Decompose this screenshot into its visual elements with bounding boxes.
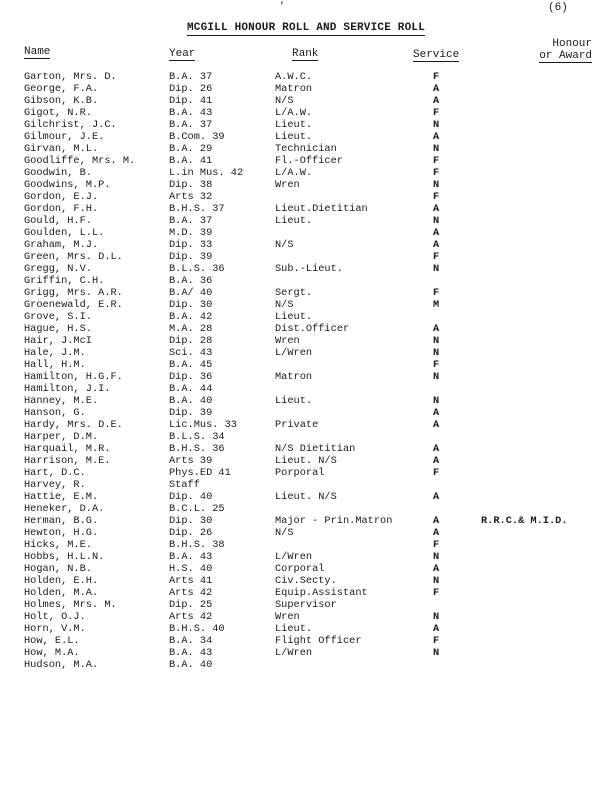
entry-service: N: [433, 551, 440, 563]
entry-rank: Flight Officer: [275, 635, 362, 647]
entry-name: Goodliffe, Mrs. M.: [24, 155, 136, 167]
entry-name: Herman, B.G.: [24, 515, 99, 527]
entry-year: Arts 32: [169, 191, 213, 203]
entry-rank: Lieut.: [275, 395, 313, 407]
entry-year: B.A. 37: [169, 119, 213, 131]
entry-name: Graham, M.J.: [24, 239, 99, 251]
entry-name: Harrison, M.E.: [24, 455, 111, 467]
entry-rank: L/Wren: [275, 551, 313, 563]
entry-service: A: [433, 323, 440, 335]
entry-service: M: [433, 299, 440, 311]
entry-service: A: [433, 203, 440, 215]
entry-name: Hudson, M.A.: [24, 659, 99, 671]
entry-rank: A.W.C.: [275, 71, 313, 83]
entry-service: A: [433, 527, 440, 539]
column-header-service: Service: [413, 49, 460, 61]
entry-service: A: [433, 407, 440, 419]
roll-entry: [0, 167, 612, 179]
entry-year: Dip. 26: [169, 527, 213, 539]
entry-service: F: [433, 107, 440, 119]
entry-rank: N/S: [275, 95, 294, 107]
entry-service: A: [433, 95, 440, 107]
roll-entry: [0, 623, 612, 635]
entry-name: Heneker, D.A.: [24, 503, 105, 515]
entry-name: Gordon, E.J.: [24, 191, 99, 203]
roll-entry: [0, 659, 612, 671]
entry-service: A: [433, 563, 440, 575]
entry-year: Arts 39: [169, 455, 213, 467]
entry-year: B.A. 42: [169, 311, 213, 323]
roll-entry: [0, 179, 612, 191]
entry-year: B.A. 40: [169, 659, 213, 671]
entry-service: A: [433, 419, 440, 431]
entry-rank: Wren: [275, 179, 300, 191]
entry-service: F: [433, 167, 440, 179]
roll-entry: [0, 83, 612, 95]
entry-year: Dip. 33: [169, 239, 213, 251]
entry-rank: Wren: [275, 611, 300, 623]
roll-entry: [0, 95, 612, 107]
roll-entry: [0, 335, 612, 347]
entry-name: Gould, H.F.: [24, 215, 92, 227]
entry-name: Gregg, N.V.: [24, 263, 92, 275]
entry-year: Staff: [169, 479, 200, 491]
entry-year: Dip. 30: [169, 299, 213, 311]
entry-rank: L/Wren: [275, 647, 313, 659]
entry-rank: Lieut. N/S: [275, 455, 337, 467]
entry-service: A: [433, 227, 440, 239]
top-mark: ’: [279, 2, 286, 13]
roll-entry: [0, 443, 612, 455]
roll-entry: [0, 551, 612, 563]
entry-name: Harvey, R.: [24, 479, 86, 491]
entry-rank: Lieut. N/S: [275, 491, 337, 503]
roll-entry: [0, 503, 612, 515]
entry-service: N: [433, 647, 440, 659]
entry-name: Green, Mrs. D.L.: [24, 251, 123, 263]
entry-year: B.A. 34: [169, 635, 213, 647]
entry-rank: L/A.W.: [275, 107, 313, 119]
roll-entry: [0, 263, 612, 275]
entry-service: A: [433, 131, 440, 143]
entry-name: Holt, O.J.: [24, 611, 86, 623]
roll-entry: [0, 455, 612, 467]
roll-entry: [0, 419, 612, 431]
entry-name: Hart, D.C.: [24, 467, 86, 479]
entry-name: Hogan, N.B.: [24, 563, 92, 575]
entry-service: N: [433, 215, 440, 227]
entry-rank: Lieut.Dietitian: [275, 203, 368, 215]
entry-name: Grigg, Mrs. A.R.: [24, 287, 123, 299]
entry-name: Hanson, G.: [24, 407, 86, 419]
column-header-name: Name: [24, 46, 51, 58]
roll-entry: [0, 611, 612, 623]
entry-year: B.H.S. 40: [169, 623, 225, 635]
entry-year: Dip. 38: [169, 179, 213, 191]
entry-name: Hague, H.S.: [24, 323, 92, 335]
column-header-year: Year: [169, 48, 196, 60]
roll-entry: [0, 203, 612, 215]
roll-entry: [0, 287, 612, 299]
entry-service: N: [433, 263, 440, 275]
entry-service: A: [433, 455, 440, 467]
entry-name: Harquail, M.R.: [24, 443, 111, 455]
entry-name: Holden, M.A.: [24, 587, 99, 599]
entry-rank: Fl.-Officer: [275, 155, 343, 167]
entry-year: Arts 41: [169, 575, 213, 587]
roll-entry: [0, 515, 612, 527]
entry-rank: Sergt.: [275, 287, 313, 299]
entry-rank: Lieut.: [275, 131, 313, 143]
entry-year: B.H.S. 36: [169, 443, 225, 455]
roll-entry: [0, 407, 612, 419]
entry-year: B.C.L. 25: [169, 503, 225, 515]
roll-entry: [0, 563, 612, 575]
roll-entry: [0, 251, 612, 263]
entry-year: M.D. 39: [169, 227, 213, 239]
entry-year: Dip. 28: [169, 335, 213, 347]
roll-list: [0, 71, 612, 671]
entry-year: B.A. 43: [169, 647, 213, 659]
entry-rank: Sub.-Lieut.: [275, 263, 343, 275]
entry-year: B.L.S. 34: [169, 431, 225, 443]
entry-name: Gordon, F.H.: [24, 203, 99, 215]
entry-service: F: [433, 467, 440, 479]
roll-entry: [0, 347, 612, 359]
roll-entry: [0, 311, 612, 323]
entry-service: F: [433, 587, 440, 599]
entry-name: Goulden, L.L.: [24, 227, 105, 239]
entry-year: Arts 42: [169, 611, 213, 623]
entry-rank: Dist.Officer: [275, 323, 350, 335]
entry-year: B.A. 36: [169, 275, 213, 287]
entry-rank: Private: [275, 419, 319, 431]
entry-year: Dip. 36: [169, 371, 213, 383]
roll-entry: [0, 599, 612, 611]
entry-year: H.S. 40: [169, 563, 213, 575]
roll-entry: [0, 227, 612, 239]
entry-rank: Matron: [275, 83, 313, 95]
roll-entry: [0, 299, 612, 311]
entry-rank: Corporal: [275, 563, 325, 575]
entry-rank: N/S: [275, 239, 294, 251]
column-header-honour: Honour or Award: [539, 38, 592, 62]
entry-service: F: [433, 191, 440, 203]
roll-entry: [0, 191, 612, 203]
entry-service: A: [433, 443, 440, 455]
entry-year: B.H.S. 38: [169, 539, 225, 551]
roll-entry: [0, 119, 612, 131]
entry-name: Holmes, Mrs. M.: [24, 599, 117, 611]
entry-service: N: [433, 611, 440, 623]
entry-name: Gigot, N.R.: [24, 107, 92, 119]
entry-rank: Civ.Secty.: [275, 575, 337, 587]
entry-service: N: [433, 347, 440, 359]
entry-year: Dip. 30: [169, 515, 213, 527]
roll-entry: [0, 527, 612, 539]
entry-name: Hardy, Mrs. D.E.: [24, 419, 123, 431]
entry-rank: N/S Dietitian: [275, 443, 356, 455]
entry-name: Grove, S.I.: [24, 311, 92, 323]
entry-year: B.A. 29: [169, 143, 213, 155]
entry-rank: Lieut.: [275, 623, 313, 635]
roll-entry: [0, 575, 612, 587]
entry-rank: Lieut.: [275, 311, 313, 323]
roll-entry: [0, 131, 612, 143]
entry-rank: N/S: [275, 299, 294, 311]
entry-year: B.A. 40: [169, 395, 213, 407]
entry-service: A: [433, 491, 440, 503]
roll-entry: [0, 239, 612, 251]
entry-name: Goodwin, B.: [24, 167, 92, 179]
roll-entry: [0, 647, 612, 659]
entry-rank: L/A.W.: [275, 167, 313, 179]
entry-service: F: [433, 155, 440, 167]
entry-rank: L/Wren: [275, 347, 313, 359]
entry-service: F: [433, 251, 440, 263]
roll-entry: [0, 587, 612, 599]
entry-name: Gibson, K.B.: [24, 95, 99, 107]
entry-year: Dip. 39: [169, 407, 213, 419]
entry-year: Phys.ED 41: [169, 467, 231, 479]
entry-rank: Technician: [275, 143, 337, 155]
entry-name: Hobbs, H.L.N.: [24, 551, 105, 563]
roll-entry: [0, 395, 612, 407]
entry-year: B.A/ 40: [169, 287, 213, 299]
entry-service: N: [433, 335, 440, 347]
entry-service: N: [433, 179, 440, 191]
entry-name: Gilmour, J.E.: [24, 131, 105, 143]
entry-service: N: [433, 143, 440, 155]
roll-entry: [0, 71, 612, 83]
entry-service: F: [433, 359, 440, 371]
roll-entry: [0, 467, 612, 479]
entry-year: Arts 42: [169, 587, 213, 599]
roll-entry: [0, 215, 612, 227]
roll-entry: [0, 107, 612, 119]
entry-rank: Major - Prin.Matron: [275, 515, 393, 527]
entry-service: N: [433, 119, 440, 131]
entry-name: Hamilton, H.G.F.: [24, 371, 123, 383]
entry-year: M.A. 28: [169, 323, 213, 335]
entry-honour: R.R.C.& M.I.D.: [481, 515, 568, 527]
entry-name: Hair, J.McI: [24, 335, 92, 347]
roll-entry: [0, 383, 612, 395]
entry-name: Garton, Mrs. D.: [24, 71, 117, 83]
entry-name: How, M.A.: [24, 647, 80, 659]
entry-service: A: [433, 83, 440, 95]
entry-year: B.A. 44: [169, 383, 213, 395]
entry-year: B.A. 37: [169, 71, 213, 83]
entry-service: N: [433, 371, 440, 383]
entry-service: A: [433, 515, 440, 527]
entry-service: F: [433, 71, 440, 83]
entry-name: Girvan, M.L.: [24, 143, 99, 155]
entry-service: A: [433, 623, 440, 635]
entry-name: How, E.L.: [24, 635, 80, 647]
roll-entry: [0, 635, 612, 647]
roll-entry: [0, 479, 612, 491]
entry-rank: Porporal: [275, 467, 325, 479]
entry-name: Hewton, H.G.: [24, 527, 99, 539]
entry-service: F: [433, 287, 440, 299]
entry-rank: Matron: [275, 371, 313, 383]
entry-rank: N/S: [275, 527, 294, 539]
entry-year: L.in Mus. 42: [169, 167, 244, 179]
entry-year: B.L.S. 36: [169, 263, 225, 275]
entry-rank: Lieut.: [275, 215, 313, 227]
entry-rank: Wren: [275, 335, 300, 347]
entry-year: Dip. 41: [169, 95, 213, 107]
entry-name: George, F.A.: [24, 83, 99, 95]
entry-year: Lic.Mus. 33: [169, 419, 237, 431]
entry-name: Griffin, C.H.: [24, 275, 105, 287]
roll-entry: [0, 371, 612, 383]
entry-year: B.A. 43: [169, 107, 213, 119]
page-number: (6): [548, 2, 568, 14]
entry-year: B.A. 45: [169, 359, 213, 371]
column-header-rank: Rank: [292, 48, 319, 60]
entry-name: Holden, E.H.: [24, 575, 99, 587]
entry-rank: Lieut.: [275, 119, 313, 131]
entry-name: Harper, D.M.: [24, 431, 99, 443]
roll-entry: [0, 359, 612, 371]
entry-name: Goodwins, M.P.: [24, 179, 111, 191]
entry-year: Sci. 43: [169, 347, 213, 359]
entry-year: B.Com. 39: [169, 131, 225, 143]
roll-entry: [0, 431, 612, 443]
entry-service: F: [433, 539, 440, 551]
entry-rank: Equip.Assistant: [275, 587, 368, 599]
entry-name: Hicks, M.E.: [24, 539, 92, 551]
entry-year: B.A. 41: [169, 155, 213, 167]
entry-service: N: [433, 575, 440, 587]
page-title: MCGILL HONOUR ROLL AND SERVICE ROLL: [186, 22, 426, 34]
entry-year: B.A. 43: [169, 551, 213, 563]
entry-name: Hattie, E.M.: [24, 491, 99, 503]
roll-entry: [0, 323, 612, 335]
entry-year: Dip. 26: [169, 83, 213, 95]
entry-service: N: [433, 395, 440, 407]
roll-entry: [0, 275, 612, 287]
entry-name: Hamilton, J.I.: [24, 383, 111, 395]
roll-entry: [0, 539, 612, 551]
entry-year: Dip. 39: [169, 251, 213, 263]
roll-entry: [0, 491, 612, 503]
entry-name: Horn, V.M.: [24, 623, 86, 635]
entry-year: B.H.S. 37: [169, 203, 225, 215]
entry-year: Dip. 25: [169, 599, 213, 611]
entry-service: A: [433, 239, 440, 251]
entry-service: F: [433, 635, 440, 647]
roll-entry: [0, 143, 612, 155]
entry-year: Dip. 40: [169, 491, 213, 503]
entry-name: Gilchrist, J.C.: [24, 119, 117, 131]
entry-year: B.A. 37: [169, 215, 213, 227]
entry-rank: Supervisor: [275, 599, 337, 611]
entry-name: Hanney, M.E.: [24, 395, 99, 407]
roll-entry: [0, 155, 612, 167]
entry-name: Hall, H.M.: [24, 359, 86, 371]
entry-name: Groenewald, E.R.: [24, 299, 123, 311]
entry-name: Hale, J.M.: [24, 347, 86, 359]
